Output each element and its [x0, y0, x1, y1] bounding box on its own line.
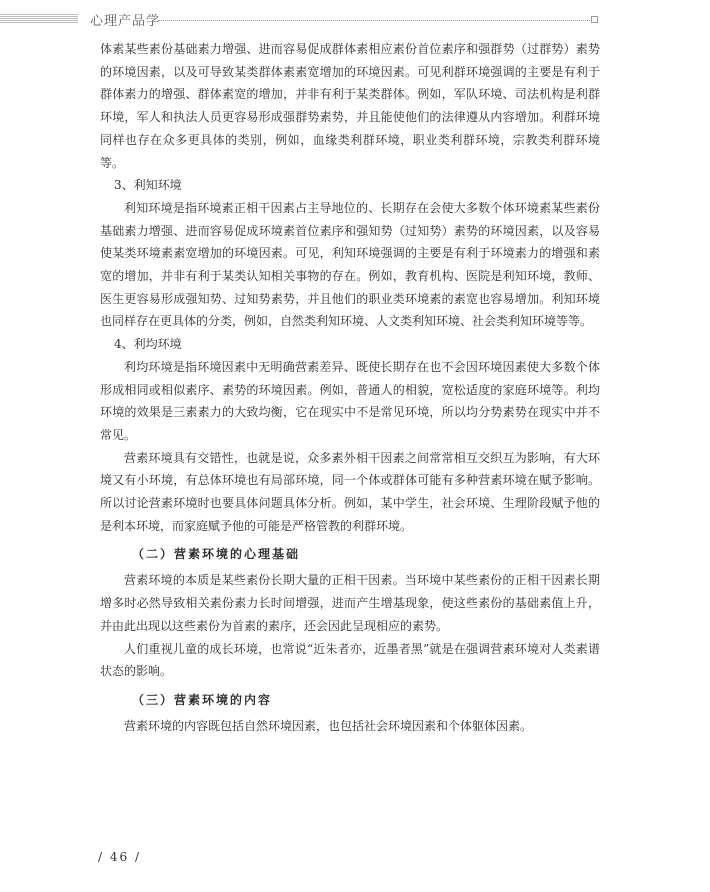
header-stripe-decoration — [0, 14, 78, 24]
paragraph-lizhi: 利知环境是指环境素正相干因素占主导地位的、长期存在会使大多数个体环境素某些素份基础素力增强、进而容易促成环境素首位素序和强知势（过知势）素势的环境因素，以及容易使某类环境素素宽增加的环境因素。可见，利知环境强调的主要是有利于环境素力的增强和素宽的增加，并非有利于某类认知相关事物的存在。例如，教育机构、医院是利知环境，教师、医生更容易形成强知势、过知势素势，并且他们的职业类环境素的素宽也容易增加。利知环境也同样存在更具体的分类，例如，自然类利知环境、人文类利知环境、社会类利知环境等等。 — [100, 200, 600, 329]
paragraph-lijun: 利均环境是指环境因素中无明确营素差异、既使长期存在也不会因环境因素使大多数个体形成相同或相似素序、素势的环境因素。例如，普通人的相貌，宽松适度的家庭环境等。利均环境的效果是三素素力的大致均衡，它在现实中不是常见环境，所以均分势素势在现实中并不常见。 — [100, 359, 600, 442]
paragraph-essence: 营素环境的本质是某些素份长期大量的正相干因素。当环境中某些素份的正相干因素长期增多时必然导致相关素份素力长时间增强，进而产生增基现象，使这些素份的基础素值上升，并由此出现以这些素份为首素的素序，还会因此呈现相应的素势。 — [100, 573, 600, 633]
paragraph-content: 营素环境的内容既包括自然环境因素，也包括社会环境因素和个体躯体因素。 — [124, 718, 533, 733]
section-heading-content: （三）营素环境的内容 — [132, 692, 273, 707]
subheading-lijun: 4、利均环境 — [114, 337, 182, 352]
section-heading-psych-basis: （二）营素环境的心理基础 — [132, 547, 301, 562]
page-number: / 46 / — [98, 850, 141, 864]
header-rule-end-square — [591, 16, 598, 23]
paragraph-crossover: 营素环境具有交错性，也就是说，众多素外相干因素之间常常相互交织互为影响，有大环境又有小环境，有总体环境也有局部环境，同一个体或群体可能有多种营素环境在赋予影响。所以讨论营素环境时也要具体问题具体分析。例如，某中学生，社会环境、生理阶段赋予他的是利本环境，而家庭赋予他的可能是严格管教的利群环境。 — [100, 450, 600, 533]
running-header — [0, 8, 710, 30]
paragraph-lijun-intro: 体素某些素份基础素力增强、进而容易促成群体素相应素份首位素序和强群势（过群势）素势的环境因素，以及可导致某类群体素素宽增加的环境因素。可见利群环境强调的主要是有利于群体素力的增强、群体素宽的增加，并非有利于某类群体。例如，军队环境、司法机构是利群环境，军人和执法人员更容易形成强群势素势，并且能使他们的法律遵从内容增加。利群环境同样也存在众多更具体的类别，例如，血缘类利群环境，职业类利群环境，宗教类利群环境等。 — [100, 42, 600, 170]
header-dotted-rule — [158, 20, 590, 21]
book-title: 心理产品学 — [90, 14, 161, 29]
subheading-lizhi: 3、利知环境 — [114, 178, 182, 193]
paragraph-childhood: 人们重视儿童的成长环境，也常说“近朱者亦，近墨者黑”就是在强调营素环境对人类素谱状态的影响。 — [100, 641, 600, 679]
page-body — [100, 38, 600, 738]
